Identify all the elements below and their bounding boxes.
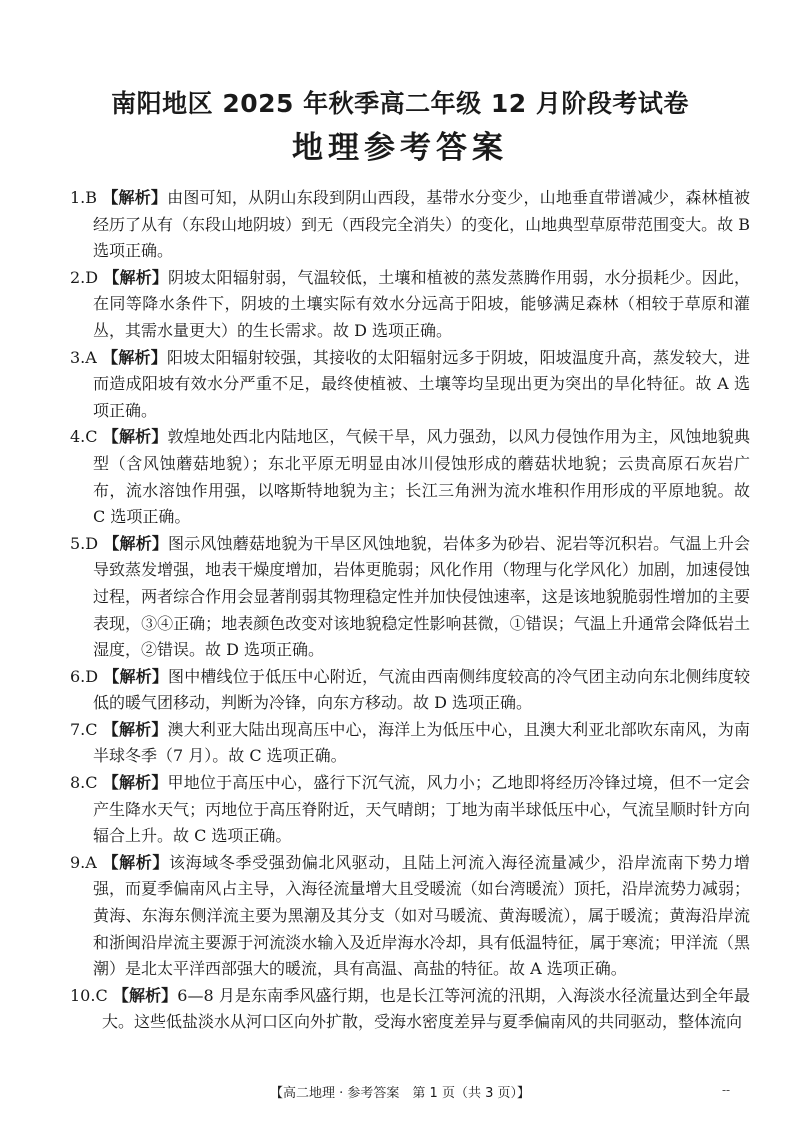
analysis-tag: 【解析】: [102, 719, 168, 739]
answer-text: 图中槽线位于低压中心附近，气流由西南侧纬度较高的冷气团主动向东北侧纬度较低的暖气团移动，判断为冷锋，向东方移动。故 D 选项正确。: [93, 666, 750, 713]
answer-item: [70, 664, 750, 717]
answer-number: 4.C: [70, 427, 98, 447]
analysis-tag: 【解析】: [102, 773, 168, 793]
answer-text: 敦煌地处西北内陆地区，气候干旱，风力强劲，以风力侵蚀作用为主，风蚀地貌典型（含风蚀蘑菇地貌）；东北平原无明显由冰川侵蚀形成的蘑菇状地貌；云贵高原石灰岩广布，流水溶蚀作用强，以喀斯特地貌为主；长江三角洲为流水堆积作用形成的平原地貌。故 C 选项正确。: [93, 427, 750, 527]
answer-item: [70, 185, 750, 265]
answer-number: 1.B: [70, 188, 98, 207]
answer-item: [70, 424, 750, 530]
answer-number: 8.C: [70, 773, 98, 793]
analysis-tag: 【解析】: [112, 985, 178, 1005]
analysis-tag: 【解析】: [103, 666, 169, 686]
analysis-tag: 【解析】: [103, 267, 169, 287]
corner-mark: --: [722, 1083, 731, 1097]
answer-number: 2.D: [70, 267, 99, 287]
page-footer: 【高二地理 · 参考答案 第 1 页（共 3 页）】: [270, 1086, 530, 1101]
answer-text: 由图可知，从阴山东段到阴山西段，基带水分变少，山地垂直带谱减少，森林植被经历了从有（东段山地阴坡）到无（西段完全消失）的变化，山地典型草原带范围变大。故 B 选项正确。: [93, 188, 750, 261]
answer-item: [70, 345, 750, 425]
analysis-tag: 【解析】: [102, 188, 168, 207]
answer-number: 10.C: [70, 985, 108, 1005]
answer-text: 阴坡太阳辐射弱，气温较低，土壤和植被的蒸发蒸腾作用弱，水分损耗少。因此，在同等降水条件下，阴坡的土壤实际有效水分远高于阳坡，能够满足森林（相较于草原和灌丛，其需水量更大）的生长需求。故 D 选项正确。: [93, 267, 750, 340]
exam-title: 南阳地区 2025 年秋季高二年级 12 月阶段考试卷: [111, 89, 689, 118]
answer-item: [70, 770, 750, 850]
answer-item: [70, 717, 750, 770]
answer-number: 5.D: [70, 533, 99, 553]
answer-text: 澳大利亚大陆出现高压中心，海洋上为低压中心，且澳大利亚北部吹东南风，为南半球冬季（7 月）。故 C 选项正确。: [93, 719, 750, 766]
answer-number: 7.C: [70, 719, 98, 739]
answer-text: 图示风蚀蘑菇地貌为干旱区风蚀地貌，岩体多为砂岩、泥岩等沉积岩。气温上升会导致蒸发增强，地表干燥度增加，岩体更脆弱；风化作用（物理与化学风化）加剧，加速侵蚀过程，两者综合作用会显著削弱其物理稳定性并加快侵蚀速率，这是该地貌脆弱性增加的主要表现，③④正确；地表颜色改变对该地貌稳定性影响甚微，①错误；气温上升通常会降低岩土湿度，②错误。故 D 选项正确。: [93, 533, 750, 660]
answer-item: [70, 265, 750, 345]
analysis-tag: 【解析】: [102, 427, 168, 447]
analysis-tag: 【解析】: [102, 852, 169, 872]
analysis-tag: 【解析】: [102, 347, 167, 367]
answer-number: 9.A: [70, 852, 97, 872]
answer-text: 阳坡太阳辐射较强，其接收的太阳辐射远多于阴坡，阳坡温度升高，蒸发较大，进而造成阳坡有效水分严重不足，最终使植被、土壤等均呈现出更为突出的旱化特征。故 A 选项正确。: [93, 347, 750, 420]
answer-number: 3.A: [70, 347, 97, 367]
answer-text: 该海域冬季受强劲偏北风驱动，且陆上河流入海径流量减少，沿岸流南下势力增强，而夏季偏南风占主导，入海径流量增大且受暖流（如台湾暖流）顶托，沿岸流势力减弱；黄海、东海东侧洋流主要为黑潮及其分支（如对马暖流、黄海暖流），属于暖流；黄海沿岸流和浙闽沿岸流主要源于河流淡水输入及近岸海水冷却，具有低温特征，属于寒流；甲洋流（黑潮）是北太平洋西部强大的暖流，具有高温、高盐的特征。故 A 选项正确。: [93, 852, 750, 979]
answer-item: [70, 850, 750, 983]
answer-list: [70, 185, 750, 1036]
answer-number: 6.D: [70, 666, 99, 686]
answer-item: [70, 531, 750, 664]
analysis-tag: 【解析】: [103, 533, 169, 553]
answer-text: 6—8 月是东南季风盛行期，也是长江等河流的汛期，入海淡水径流量达到全年最大。这些低盐淡水从河口区向外扩散，受海水密度差异与夏季偏南风的共同驱动，整体流向: [102, 985, 750, 1032]
answer-item: [70, 983, 750, 1036]
page-title: 地理参考答案: [292, 130, 508, 166]
answer-text: 甲地位于高压中心，盛行下沉气流，风力小；乙地即将经历冷锋过境，但不一定会产生降水天气；丙地位于高压脊附近，天气晴朗；丁地为南半球低压中心，气流呈顺时针方向辐合上升。故 C 选项正确。: [93, 773, 750, 846]
